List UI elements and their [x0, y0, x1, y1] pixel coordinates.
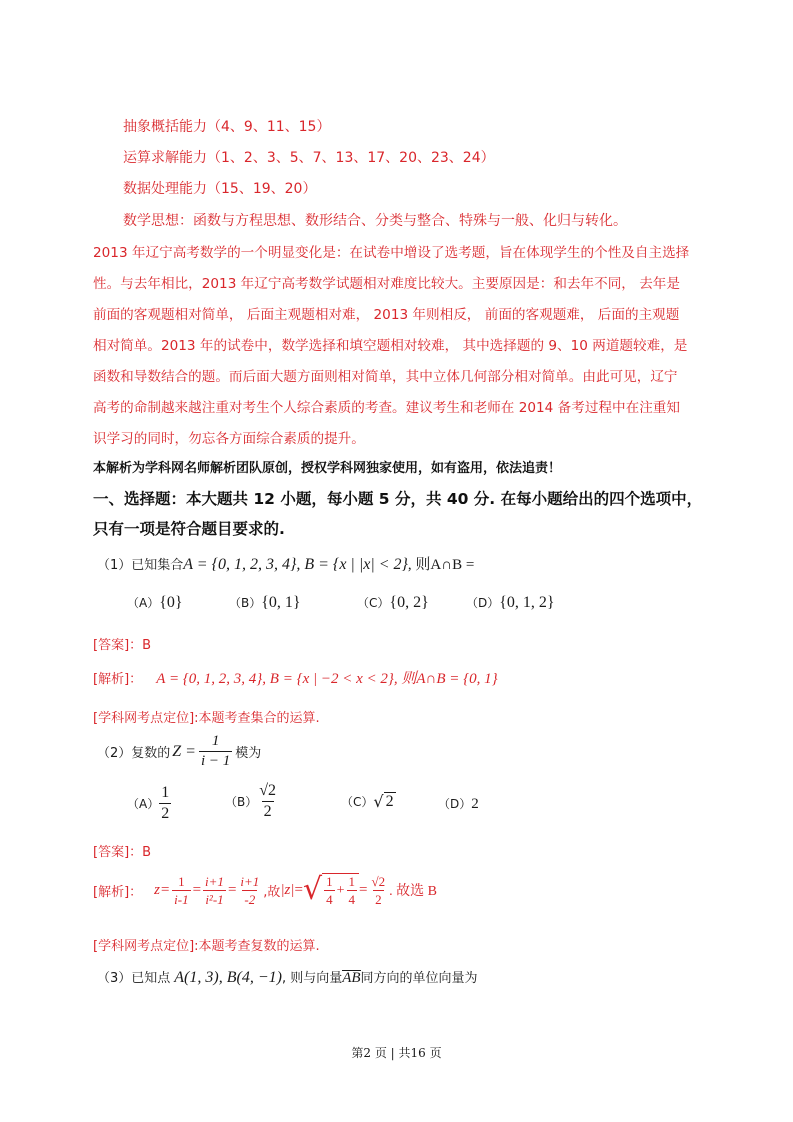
analysis-line: 2013 年辽宁高考数学的一个明显变化是：在试卷中增设了选考题，旨在体现学生的个性及自主选择 — [93, 245, 690, 261]
denominator: i-1 — [174, 891, 189, 907]
fraction — [370, 875, 388, 906]
analysis-line: 高考的命制越来越注重对考生个人综合素质的考查。建议考生和老师在 2014 备考过程中在注重知 — [93, 400, 680, 416]
analysis-label: [解析]： — [93, 884, 143, 900]
option — [127, 785, 171, 822]
numerator: 1 — [161, 784, 170, 801]
knowledge-point: [学科网考点定位]:本题考查复数的运算. — [93, 939, 320, 954]
numerator: 1 — [348, 874, 356, 889]
section-heading: 只有一项是符合题目要求的. — [93, 520, 285, 538]
analysis — [93, 667, 498, 688]
numerator: √2 — [259, 782, 277, 799]
numerator: i+1 — [205, 873, 224, 889]
set-b: , B = {x | |x| < 2} — [296, 556, 408, 573]
fraction — [238, 875, 261, 906]
option — [225, 783, 278, 820]
ability-line: 抽象概括能力（4、9、11、15） — [123, 119, 331, 135]
fraction — [203, 875, 226, 906]
question-2 — [97, 734, 261, 769]
equals: = — [227, 881, 237, 898]
option-label: （D） — [466, 596, 500, 610]
question-tail: , 则A∩B = — [407, 557, 475, 573]
numerator: i+1 — [240, 873, 260, 889]
analysis-label: [解析]： — [93, 672, 143, 687]
denominator: 4 — [326, 892, 333, 907]
numerator: 1 — [178, 873, 185, 889]
denominator: 4 — [348, 892, 356, 907]
plus: + — [336, 882, 345, 898]
option-value: {0, 1, 2} — [499, 594, 555, 611]
square-root — [373, 792, 395, 811]
answer-label: [答案]：B — [93, 845, 152, 860]
question-prefix: （1）已知集合 — [97, 558, 184, 573]
question-prefix: （2）复数的 — [97, 746, 171, 761]
option-label: （A） — [127, 596, 160, 610]
radicand — [322, 873, 359, 907]
fraction — [257, 783, 278, 820]
analysis-expression: A = {0, 1, 2, 3, 4}, B = {x | −2 < x < 2}, 则A∩B = {0, 1} — [156, 671, 498, 687]
denominator: -2 — [244, 891, 256, 907]
analysis-line: 性。与去年相比，2013 年辽宁高考数学试题相对难度比较大。主要原因是：和去年不同， 去年是 — [93, 276, 680, 292]
page-footer: 第2 页 | 共16 页 — [351, 1046, 442, 1060]
fraction — [172, 875, 190, 906]
numerator: √2 — [371, 873, 386, 889]
z-label: Z = — [172, 742, 196, 760]
analysis — [93, 873, 437, 907]
set-a: A = {0, 1, 2, 3, 4} — [183, 556, 297, 573]
denominator: 2 — [161, 805, 170, 822]
radical-sign: √ — [373, 792, 384, 811]
ability-line: 运算求解能力（1、2、3、5、7、13、17、20、23、24） — [123, 150, 495, 166]
option-value: {0, 2} — [389, 594, 429, 611]
option-label: （B） — [225, 795, 258, 809]
question-prefix: （3）已知点 — [97, 971, 171, 986]
points: A(1, 3), B(4, −1) — [174, 969, 282, 986]
analysis-line: 函数和导数结合的题。而后面大题方面则相对简单，其中立体几何部分相对简单。由此可见，辽宁 — [93, 369, 678, 385]
denominator: 2 — [375, 891, 382, 907]
option-label: （A） — [127, 797, 160, 811]
option-value: {0, 1} — [261, 594, 301, 611]
numerator: 1 — [211, 733, 220, 749]
math-thought: 数学思想：函数与方程思想、数形结合、分类与整合、特殊与一般、化归与转化。 — [123, 213, 627, 229]
option — [438, 795, 479, 813]
option — [466, 594, 555, 612]
fraction — [159, 785, 171, 822]
copyright-notice: 本解析为学科网名师解析团队原创，授权学科网独家使用，如有盗用，依法追责！ — [93, 461, 562, 476]
fraction — [347, 875, 358, 906]
analysis-line: 识学习的同时，勿忘各方面综合素质的提升。 — [93, 431, 365, 447]
text: ,故 — [263, 884, 281, 900]
z-label: z= — [154, 881, 171, 898]
option — [229, 594, 301, 612]
modulus: |z| — [280, 881, 295, 898]
analysis-line: 前面的客观题相对简单， 后面主观题相对难， 2013 年则相反， 前面的客观题难， 后面的主观题 — [93, 307, 680, 323]
question-text: , 则与向量 — [281, 971, 343, 986]
numerator: 1 — [326, 874, 333, 889]
answer-label: [答案]：B — [93, 638, 152, 653]
denominator: i²-1 — [205, 891, 224, 907]
question-3 — [97, 967, 478, 987]
option — [357, 594, 429, 612]
denominator: 2 — [263, 803, 272, 820]
option-label: （D） — [438, 797, 472, 811]
question-tail: 同方向的单位向量为 — [360, 971, 478, 986]
equals: = — [359, 881, 368, 898]
option — [341, 792, 396, 811]
knowledge-point: [学科网考点定位]:本题考查集合的运算. — [93, 711, 320, 726]
fraction — [324, 875, 335, 906]
analysis-line: 相对简单。2013 年的试卷中，数学选择和填空题相对较难， 其中选择题的 9、10 两道题较难，是 — [93, 338, 688, 354]
question-tail: 模为 — [235, 746, 262, 761]
vector-ab: AB — [342, 970, 361, 986]
option — [127, 594, 183, 612]
equals: = — [294, 881, 303, 898]
option-value: {0} — [159, 594, 183, 611]
conclusion: . 故选 B — [389, 884, 437, 899]
question-1 — [97, 553, 474, 574]
option-value: 2 — [471, 796, 479, 812]
ability-line: 数据处理能力（15、19、20） — [123, 181, 317, 197]
section-heading: 一、选择题：本大题共 12 小题，每小题 5 分，共 40 分. 在每小题给出的四个选项中， — [93, 490, 703, 508]
option-label: （B） — [229, 596, 262, 610]
fraction — [199, 734, 232, 769]
option-label: （C） — [341, 795, 374, 809]
denominator: i − 1 — [200, 753, 231, 769]
option-label: （C） — [357, 596, 390, 610]
equals: = — [192, 881, 202, 898]
radical-sign: √ — [303, 872, 323, 907]
radicand: 2 — [385, 793, 394, 810]
square-root — [303, 873, 359, 907]
